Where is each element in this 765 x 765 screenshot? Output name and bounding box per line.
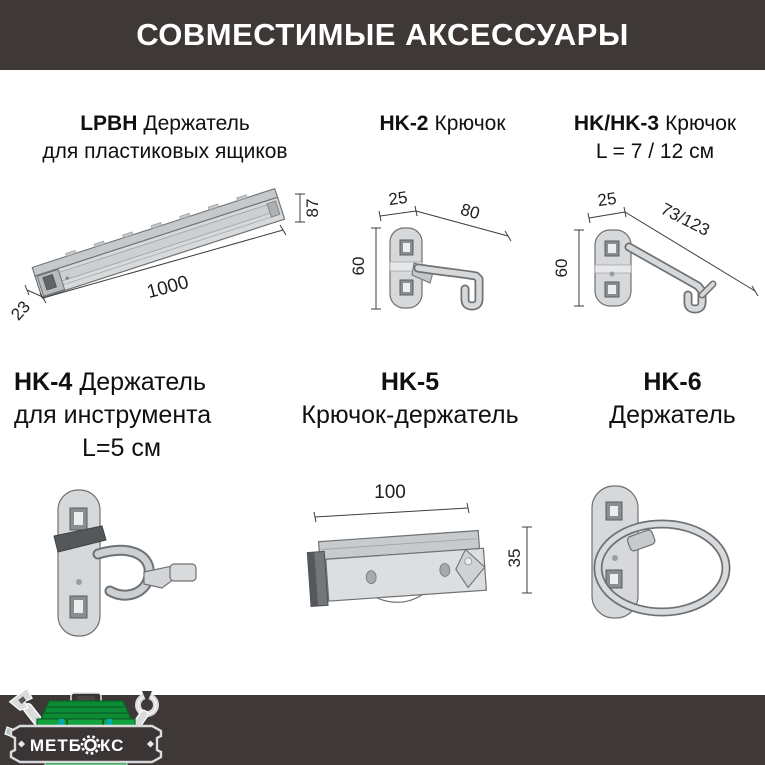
hk3-dim-height: 60 [552, 258, 571, 278]
lpbh-rail-drawing [15, 178, 325, 333]
lpbh-dim-height: 87 [303, 198, 322, 218]
hk2-dim-height: 60 [349, 256, 368, 276]
hk5-title-line1 [290, 366, 530, 399]
hk4-drawing [40, 478, 215, 650]
hk5-dim-height: 35 [505, 548, 524, 568]
hk3-dim-width: 25 [596, 188, 618, 211]
footer-logo [5, 691, 167, 765]
hk6-title-line2: Держатель [609, 401, 736, 429]
lpbh-title [10, 110, 320, 166]
hk2-desc: Крючок [434, 112, 506, 135]
logo-text-left: МЕТБ [29, 736, 82, 755]
hk3-desc: Крючок [665, 112, 737, 135]
hk5-dim-length: 100 [374, 482, 406, 503]
hk4-title-line3: L=5 см [81, 434, 162, 462]
hk4-title-line2: для инструмента [14, 401, 212, 429]
hk6-title [585, 366, 760, 432]
lpbh-desc: Держатель [143, 112, 250, 135]
hk5-body [307, 530, 487, 608]
hk3-hook-arm [629, 247, 713, 309]
hk3-title [545, 110, 765, 166]
hk3-dim-length: 73/123 [657, 199, 713, 240]
hk3-code: HK/HK-3 [573, 112, 660, 135]
hk6-code: HK-6 [643, 368, 702, 396]
hk3-hook-drawing [555, 183, 765, 330]
hk2-dim-length: 80 [458, 199, 482, 224]
lpbh-dim-depth: 23 [7, 297, 35, 325]
page-title: СОВМЕСТИМЫЕ АКСЕССУАРЫ [136, 17, 629, 52]
hk5-drawing [290, 470, 540, 658]
hk5-title [290, 366, 530, 432]
hk3-title-line1 [545, 110, 765, 138]
hk2-hook-drawing [350, 183, 530, 330]
lpbh-dim-length: 1000 [144, 271, 192, 304]
hk5-title-line2: Крючок-держатель [301, 401, 519, 429]
hk2-code: HK-2 [379, 112, 429, 135]
hk4-clamp [98, 550, 196, 595]
hk6-holder-drawing [580, 478, 750, 650]
hk2-title [350, 110, 535, 138]
lpbh-title-line1 [10, 110, 320, 138]
hk3-title-line2: L = 7 / 12 см [595, 140, 715, 163]
hk6-title-line1 [585, 366, 760, 399]
hk3-drawing [552, 183, 765, 330]
hk4-title [14, 366, 229, 465]
hk6-drawing [580, 478, 750, 650]
lpbh-title-line2: для пластиковых ящиков [42, 140, 288, 163]
hk4-code: HK-4 [14, 368, 73, 396]
metbox-logo [5, 691, 167, 765]
hk2-dim-width: 25 [387, 187, 409, 210]
hk4-title-line1 [14, 366, 229, 399]
hk4-holder-drawing [40, 478, 215, 650]
hk2-drawing [350, 183, 530, 330]
hk5-holder-drawing [290, 470, 540, 658]
lpbh-code: LPBH [80, 112, 138, 135]
hk2-title-line1 [350, 110, 535, 138]
logo-text-right: КС [100, 736, 125, 755]
hk5-code: HK-5 [380, 368, 440, 396]
hk2-hook-arm [418, 268, 479, 306]
lpbh-drawing [7, 178, 325, 333]
hk4-desc: Держатель [79, 368, 207, 396]
